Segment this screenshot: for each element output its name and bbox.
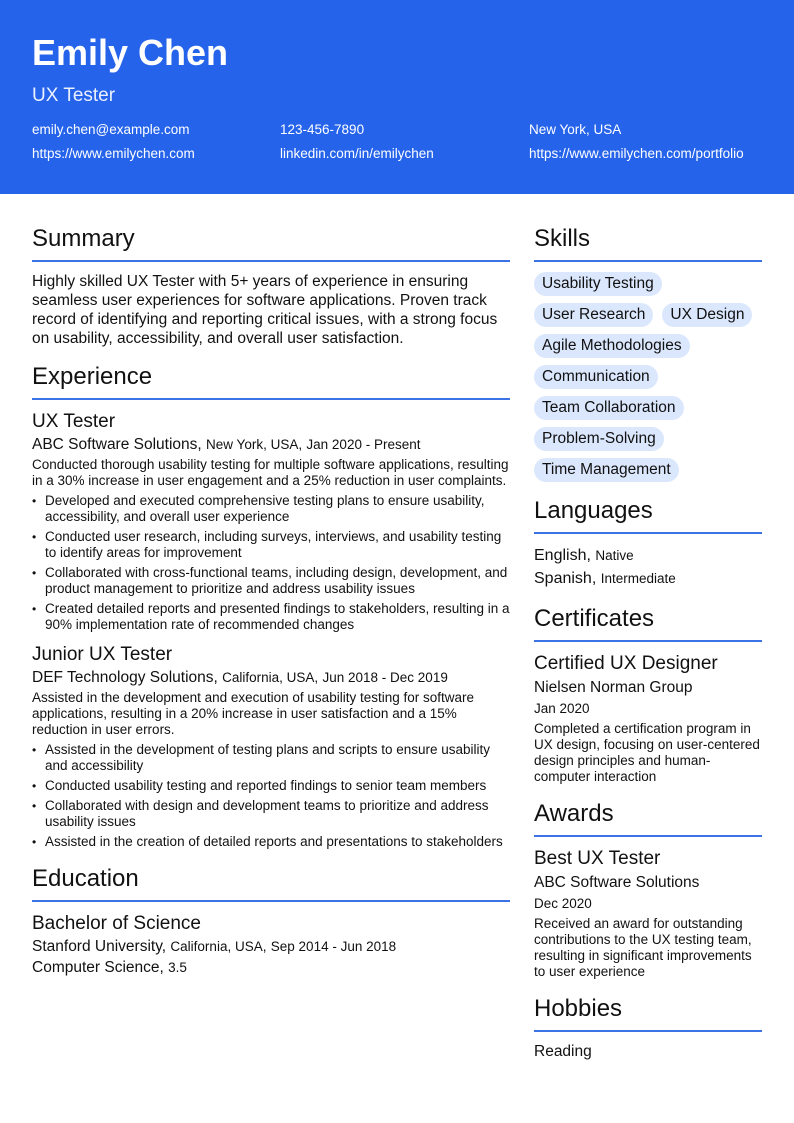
- job-bullets: [32, 742, 510, 850]
- resume-body: [0, 224, 794, 1076]
- certificates-section: [534, 604, 762, 785]
- job-company: DEF Technology Solutions,: [32, 669, 218, 686]
- education-meta: [32, 937, 510, 957]
- awards-heading: Awards: [534, 799, 762, 837]
- certificates-heading: Certificates: [534, 604, 762, 642]
- left-column: [32, 224, 510, 1076]
- location-text: New York, USA: [529, 122, 622, 137]
- contact-info: [32, 122, 762, 162]
- award-date: Dec 2020: [534, 896, 592, 911]
- job-description: Assisted in the development and execution of usability testing for software applications, resulting in a 20% increase in user satisfaction and a 15% reduction in user errors.: [32, 690, 474, 737]
- award-issuer: ABC Software Solutions: [534, 874, 700, 891]
- email-link[interactable]: emily.chen@example.com: [32, 122, 190, 137]
- website-link[interactable]: https://www.emilychen.com: [32, 146, 195, 161]
- field-of-study: Computer Science,: [32, 959, 164, 976]
- right-column: [534, 224, 762, 1076]
- candidate-title: UX Tester: [32, 85, 116, 106]
- job-title: Junior UX Tester: [32, 644, 173, 665]
- education-dates: Sep 2014 - Jun 2018: [270, 939, 397, 954]
- summary-heading: Summary: [32, 224, 510, 262]
- job-bullet: • Collaborated with cross-functional teams, including design, development, and product management to prioritize and address usability issues: [32, 565, 510, 597]
- experience-section: [32, 362, 510, 850]
- job-dates: Jan 2020 - Present: [306, 437, 421, 452]
- job-entry: [32, 643, 510, 850]
- resume-header: [0, 0, 794, 194]
- skill-tag: Communication: [534, 365, 658, 389]
- education-section: [32, 864, 510, 978]
- job-dates: Jun 2018 - Dec 2019: [322, 670, 448, 685]
- skill-tag: Usability Testing: [534, 272, 662, 296]
- languages-section: [534, 496, 762, 590]
- skills-heading: Skills: [534, 224, 762, 262]
- job-location: New York, USA,: [206, 437, 303, 452]
- certificate-title: Certified UX Designer: [534, 653, 718, 674]
- portfolio-link[interactable]: https://www.emilychen.com/portfolio: [529, 146, 744, 161]
- language-name: Spanish,: [534, 570, 597, 587]
- summary-section: [32, 224, 510, 348]
- job-location: California, USA,: [222, 670, 319, 685]
- languages-heading: Languages: [534, 496, 762, 534]
- job-bullets: [32, 493, 510, 633]
- school-name: Stanford University,: [32, 938, 167, 955]
- job-meta: [32, 435, 510, 455]
- job-bullet: • Conducted user research, including surveys, interviews, and usability testing to identify areas for improvement: [32, 529, 510, 561]
- hobbies-section: [534, 994, 762, 1062]
- gpa-value: 3.5: [168, 960, 187, 975]
- awards-section: [534, 799, 762, 980]
- summary-text: Highly skilled UX Tester with 5+ years of experience in ensuring seamless user experiences for software applications. Proven track record of identifying and reporting critical issues, with a strong focus on usability, accessibility, and overall user satisfaction.: [32, 273, 498, 347]
- school-location: California, USA,: [170, 939, 267, 954]
- language-name: English,: [534, 547, 591, 564]
- skill-tag: Agile Methodologies: [534, 334, 690, 358]
- education-heading: Education: [32, 864, 510, 902]
- job-bullet: • Collaborated with design and development teams to prioritize and address usability issues: [32, 798, 510, 830]
- hobby-item: Reading: [534, 1043, 592, 1060]
- job-bullet: • Conducted usability testing and reported findings to senior team members: [32, 778, 510, 794]
- skill-tag: Problem-Solving: [534, 427, 664, 451]
- certificate-description: Completed a certification program in UX design, focusing on user-centered design principles and human-computer interaction: [534, 721, 760, 784]
- language-level: Native: [595, 548, 634, 563]
- experience-heading: Experience: [32, 362, 510, 400]
- language-item: [534, 567, 762, 590]
- education-field-row: [32, 958, 510, 978]
- linkedin-link[interactable]: linkedin.com/in/emilychen: [280, 146, 434, 161]
- job-bullet: • Developed and executed comprehensive testing plans to ensure usability, accessibility, and overall user experience: [32, 493, 510, 525]
- skill-tag: Time Management: [534, 458, 679, 482]
- skill-tag: UX Design: [662, 303, 752, 327]
- hobbies-heading: Hobbies: [534, 994, 762, 1032]
- job-meta: [32, 668, 510, 688]
- skills-section: [534, 224, 762, 482]
- certificate-issuer: Nielsen Norman Group: [534, 679, 693, 696]
- award-description: Received an award for outstanding contributions to the UX testing team, resulting in significant improvements to user experience: [534, 916, 752, 979]
- skill-tag: Team Collaboration: [534, 396, 684, 420]
- job-bullet: • Assisted in the development of testing plans and scripts to ensure usability and accessibility: [32, 742, 510, 774]
- job-description: Conducted thorough usability testing for multiple software applications, resulting in a 30% increase in user engagement and a 25% reduction in user complaints.: [32, 457, 509, 488]
- job-bullet: • Assisted in the creation of detailed reports and presentations to stakeholders: [32, 834, 510, 850]
- phone-number[interactable]: 123-456-7890: [280, 122, 365, 137]
- skills-list: [534, 272, 762, 482]
- certificate-date: Jan 2020: [534, 701, 590, 716]
- job-title: UX Tester: [32, 411, 116, 432]
- job-company: ABC Software Solutions,: [32, 436, 202, 453]
- job-entry: [32, 410, 510, 633]
- language-level: Intermediate: [600, 571, 676, 586]
- candidate-name: Emily Chen: [32, 32, 229, 73]
- job-bullet: • Created detailed reports and presented findings to stakeholders, resulting in a 90% implementation rate of recommended changes: [32, 601, 510, 633]
- degree-title: Bachelor of Science: [32, 913, 201, 934]
- award-title: Best UX Tester: [534, 848, 661, 869]
- language-item: [534, 544, 762, 567]
- skill-tag: User Research: [534, 303, 653, 327]
